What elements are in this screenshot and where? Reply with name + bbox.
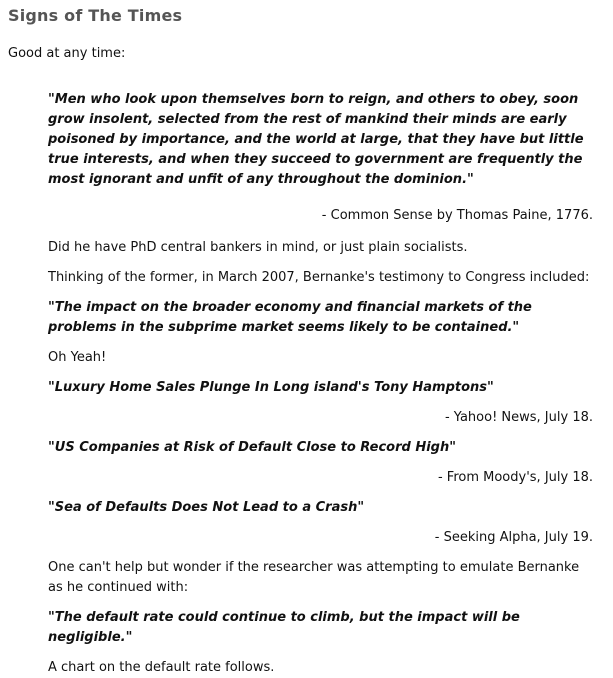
headline-3: "Sea of Defaults Does Not Lead to a Crash": [48, 500, 365, 515]
paine-attribution: - Common Sense by Thomas Paine, 1776.: [321, 208, 593, 223]
paragraph-phd: Did he have PhD central bankers in mind, or just plain socialists.: [48, 240, 468, 255]
researcher-quote: "The default rate could continue to climb, but the impact will be negligible.": [48, 610, 520, 645]
headline-2: "US Companies at Risk of Default Close to Record High": [48, 440, 457, 455]
attribution-3: - Seeking Alpha, July 19.: [434, 530, 593, 545]
headline-1: "Luxury Home Sales Plunge In Long island's Tony Hamptons": [48, 380, 494, 395]
paragraph-former: Thinking of the former, in March 2007, Bernanke's testimony to Congress included:: [48, 270, 590, 285]
oh-yeah-text: Oh Yeah!: [48, 350, 107, 365]
post-title: Signs of The Times: [8, 6, 183, 25]
post-body: [48, 90, 593, 678]
intro-text: Good at any time:: [8, 46, 126, 61]
attribution-2: - From Moody's, July 18.: [437, 470, 593, 485]
paragraph-wonder: One can't help but wonder if the researcher was attempting to emulate Bernanke as he continued with:: [48, 560, 580, 595]
bernanke-quote: "The impact on the broader economy and financial markets of the problems in the subprime market seems likely to be contained.": [48, 300, 532, 335]
paine-quote: "Men who look upon themselves born to reign, and others to obey, soon grow insolent, selected from the rest of mankind their minds are early poisoned by importance, and the world at large, that they have but little true interests, and when they succeed to government are frequently the most ignorant and unfit of any throughout the dominion.": [48, 92, 584, 187]
paragraph-chart: A chart on the default rate follows.: [48, 660, 275, 675]
attribution-1: - Yahoo! News, July 18.: [444, 410, 593, 425]
